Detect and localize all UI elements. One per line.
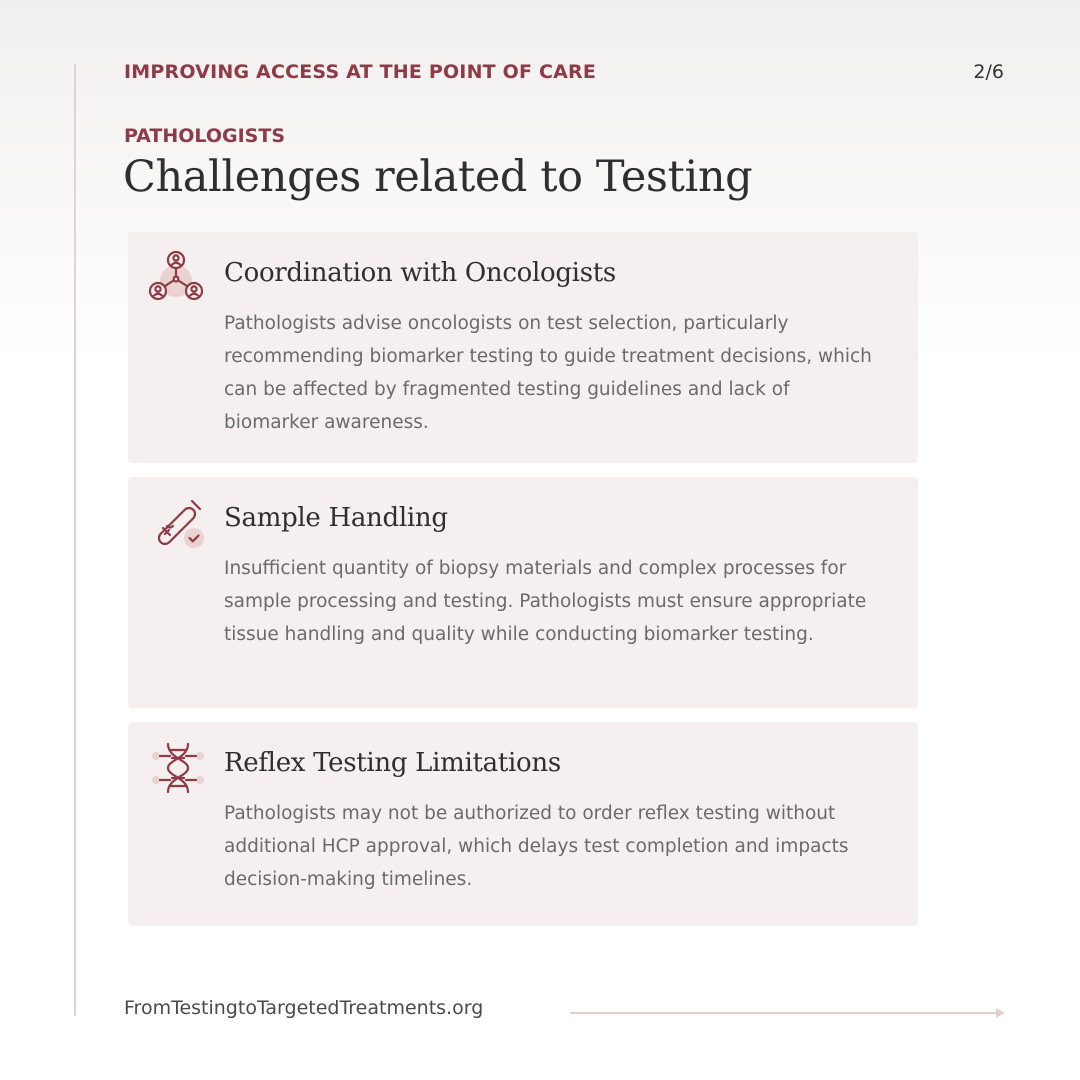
- series-eyebrow: IMPROVING ACCESS AT THE POINT OF CARE: [124, 61, 597, 83]
- page-title: Challenges related to Testing: [123, 152, 753, 202]
- card-title: Sample Handling: [224, 503, 448, 533]
- challenge-card-reflex-testing: [128, 722, 918, 926]
- card-body: Insufficient quantity of biopsy materials and complex processes for sample processing and testing. Pathologists must ensure appropriate tissue handling and quality while conducting biomarker testing.: [224, 558, 867, 645]
- challenge-card-sample-handling: [128, 477, 918, 708]
- page-indicator: 2/6: [973, 61, 1004, 83]
- section-kicker: PATHOLOGISTS: [124, 125, 285, 147]
- card-title: Reflex Testing Limitations: [224, 748, 561, 778]
- card-body: Pathologists advise oncologists on test selection, particularly recommending biomarker testing to guide treatment decisions, which can be affected by fragmented testing guidelines and lack of biomarker awareness.: [224, 313, 872, 433]
- left-divider-rule: [74, 64, 76, 1016]
- card-body: Pathologists may not be authorized to order reflex testing without additional HCP approval, which delays test completion and impacts decision-making timelines.: [224, 803, 849, 890]
- challenge-card-coordination: [128, 232, 918, 463]
- arrow-right-icon: [570, 1005, 1006, 1019]
- network-people-icon: [148, 248, 208, 308]
- card-title: Coordination with Oncologists: [224, 258, 616, 288]
- footer-website-link[interactable]: FromTestingtoTargetedTreatments.org: [124, 997, 484, 1019]
- dna-icon: [148, 738, 208, 798]
- test-tube-check-icon: [148, 493, 208, 553]
